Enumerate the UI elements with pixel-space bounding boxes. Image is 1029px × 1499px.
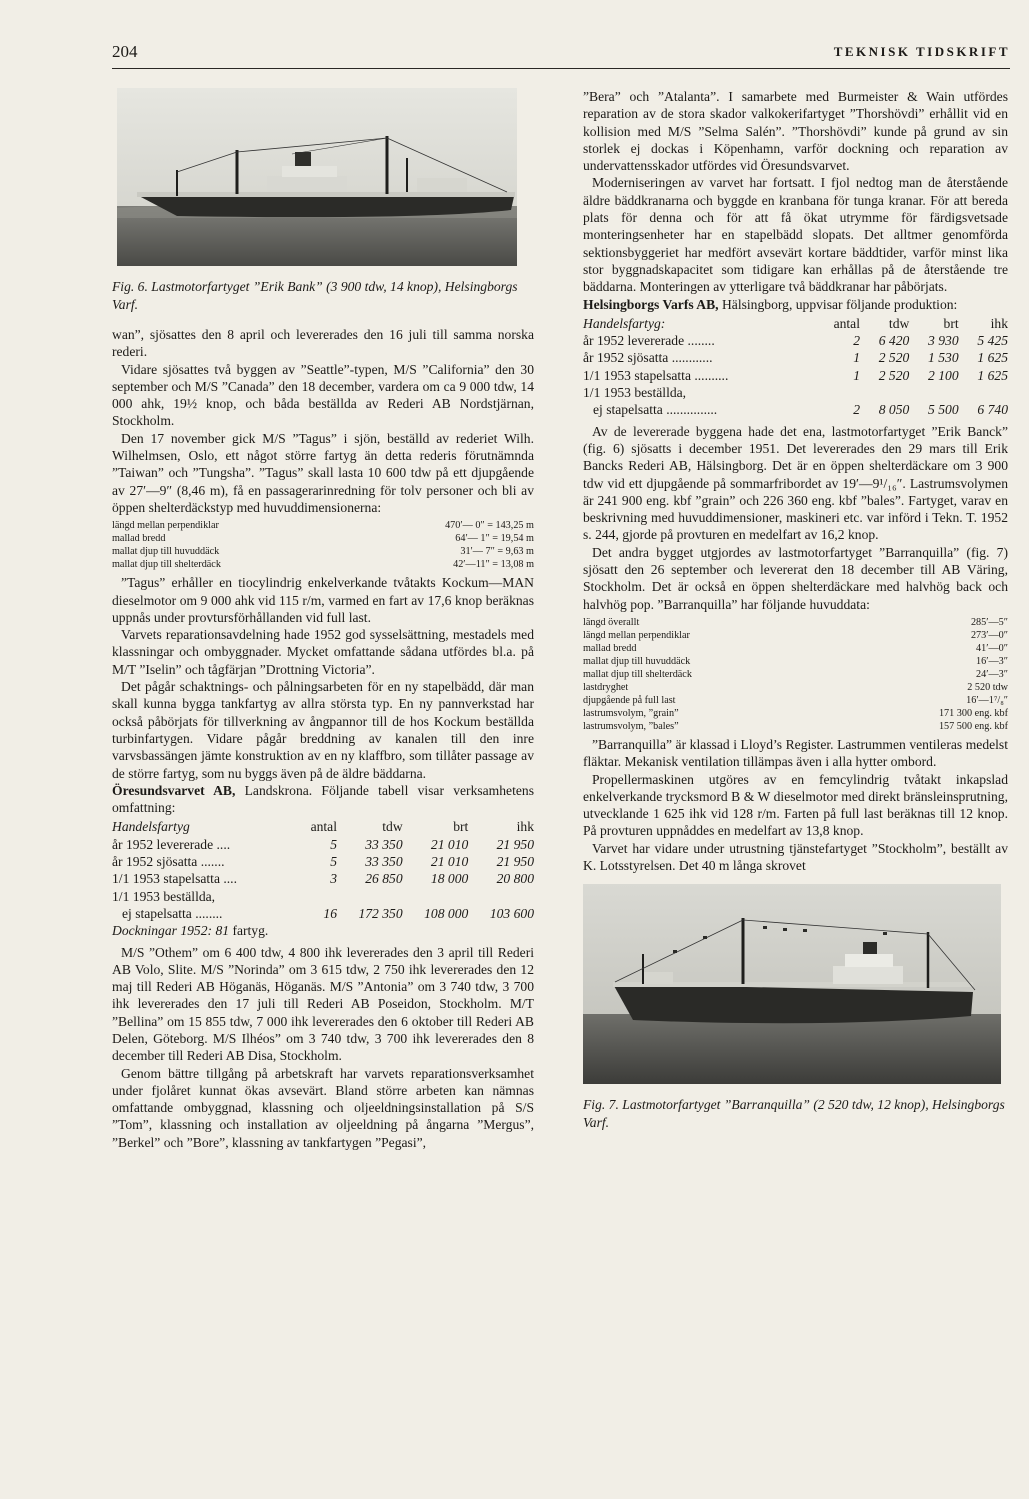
table-cell: 2 520 bbox=[878, 367, 910, 383]
col-header: antal bbox=[310, 819, 337, 835]
table-cell: 2 bbox=[853, 402, 860, 418]
dim-row bbox=[583, 655, 1008, 668]
dim-value: 64′— 1″ = 19,54 m bbox=[455, 533, 534, 545]
table-cell: 1/1 1953 beställda, bbox=[583, 385, 687, 401]
table-cell: 1 625 bbox=[977, 367, 1008, 383]
table-cell: 2 bbox=[853, 333, 860, 349]
table-cell: 1 530 bbox=[928, 350, 959, 366]
table-row bbox=[112, 836, 534, 853]
table-cell: 21 010 bbox=[430, 836, 469, 852]
col-header: tdw bbox=[888, 315, 910, 331]
left-paragraph-5: Varvets reparationsavdelning hade 1952 god sysselsättning, mestadels med klassningar och ombyggnader. Mycket omfattande sådana utfördes bl.a. på M/T ”Iselin” och tågfärjan ”Drottning Victoria”. bbox=[112, 627, 534, 677]
dim-label: lastrumsvolym, ”grain” bbox=[583, 707, 679, 719]
table-row bbox=[583, 401, 1008, 418]
tagus-dimensions-table bbox=[112, 519, 534, 571]
right-paragraph-4: Det andra bygget utgjordes av lastmotorfartyget ”Barranquilla” (fig. 7) sjösatt den 26 september och levererat den 18 december till AB Väring, Stockholm. Det är också en öppen shelterdäckare med halvhög back och halvhög pop. ”Barranquilla” har följande huvuddata: bbox=[583, 544, 1008, 612]
right-paragraph-7: Varvet har vidare under utrustning tjänstefartyget ”Stockholm”, beställt av K. Lotsstyrelsen. Det 40 m långa skrovet bbox=[583, 840, 1008, 873]
right-column bbox=[583, 88, 1008, 1144]
dim-value: 285′—5″ bbox=[970, 616, 1008, 628]
oresund-production-table bbox=[112, 818, 534, 939]
table-row bbox=[583, 384, 1008, 401]
oresund-intro-text: Landskrona. Följande tabell visar verksamhetens omfattning: bbox=[112, 782, 534, 816]
fig6-ship-photo bbox=[117, 88, 517, 266]
table-cell: 33 350 bbox=[365, 836, 403, 852]
table-cell: 2 100 bbox=[928, 367, 959, 383]
col-header: ihk bbox=[990, 315, 1008, 331]
helsingborg-production-table bbox=[583, 315, 1008, 419]
helsingborg-company-name: Helsingborgs Varfs AB, bbox=[583, 296, 719, 312]
dim-label: mallat djup till shelterdäck bbox=[583, 668, 692, 680]
table-cell: 5 425 bbox=[977, 333, 1008, 349]
page-number: 204 bbox=[112, 42, 138, 61]
table-cell: 18 000 bbox=[430, 871, 469, 887]
table-row bbox=[112, 888, 534, 905]
dim-label: lastdryghet bbox=[583, 681, 629, 693]
dim-label: mallat djup till huvuddäck bbox=[583, 655, 691, 667]
oresund-company-name: Öresundsvarvet AB, bbox=[112, 782, 236, 798]
dim-row bbox=[112, 532, 534, 545]
dim-row bbox=[112, 519, 534, 532]
table-cell: ej stapelsatta ........ bbox=[122, 905, 223, 921]
dim-row bbox=[583, 616, 1008, 629]
dim-value: 42′—11″ = 13,08 m bbox=[453, 559, 534, 571]
table-cell: 26 850 bbox=[365, 871, 403, 887]
right-paragraph-5: ”Barranquilla” är klassad i Lloyd’s Register. Lastrummen ventileras medelst fläktar. Mekanisk ventilation tillämpas även i alla hytter ombord. bbox=[583, 736, 1008, 770]
col-header: ihk bbox=[516, 819, 534, 835]
dim-row bbox=[112, 545, 534, 558]
right-paragraph-1: ”Bera” och ”Atalanta”. I samarbete med Burmeister & Wain utfördes reparation av de stora skador valkokerifartyget ”Thorshövdi” erhållit vid en kollision med M/S ”Selma Salén”. ”Thorshövdi” kunde på grund av sin storlek ej dockas i Köpenhamn, varför dockning och reparation av undervattensskador utfördes vid Öresundsvarvet. bbox=[583, 89, 1008, 174]
table-cell: 6 740 bbox=[977, 402, 1008, 418]
table-cell: 5 bbox=[330, 836, 337, 852]
left-paragraph-2: Vidare sjösattes två byggen av ”Seattle”-typen, M/S ”California” den 30 september och M/S ”Canada” den 18 december, vardera om ca 9 000 tdw, 14 000 ahk, 19½ knop, och båda beställda av Rederi AB Nordstjärnan, Stockholm. bbox=[112, 361, 534, 429]
col-header: brt bbox=[453, 819, 469, 835]
col-header: brt bbox=[943, 315, 959, 331]
journal-title: TEKNISK TIDSKRIFT bbox=[833, 44, 1010, 59]
table-cell: år 1952 sjösatta ....... bbox=[112, 854, 225, 870]
table-cell: 3 930 bbox=[928, 333, 959, 349]
dim-value: 2 520 tdw bbox=[967, 681, 1008, 693]
left-paragraph-6: Det pågår schaktnings- och pålningsarbeten för en ny stapelbädd, där man skall kunna bygga tankfartyg av allra största typ. En ny pannverkstad har också påbörjats för tillverkning av ångpannor till de hos Kockum beställda turbinfartygen. Vidare pågår breddning av kanalen till den inre varvsbassängen jämte konstruktion av en ny klaffbro, som tillåter passage av de större fartyg, som nu byggs även på de äldre bäddarna. bbox=[112, 679, 534, 781]
table-row bbox=[583, 332, 1008, 349]
table-cell: 5 500 bbox=[928, 402, 959, 418]
barranquilla-dimensions-table bbox=[583, 616, 1008, 733]
table-row bbox=[583, 367, 1008, 384]
table-cell: 21 010 bbox=[430, 854, 469, 870]
table-header-row bbox=[583, 315, 1008, 332]
table-cell: år 1952 levererade ........ bbox=[583, 333, 715, 349]
table-cell: 103 600 bbox=[489, 905, 534, 921]
left-column bbox=[112, 88, 534, 1151]
table-cell: ej stapelsatta ............... bbox=[593, 402, 718, 418]
dim-row bbox=[583, 642, 1008, 655]
col-header: antal bbox=[833, 315, 860, 331]
left-paragraph-1: wan”, sjösattes den 8 april och levererades den 16 juli till samma norska rederi. bbox=[112, 327, 534, 360]
dim-value: 16′—3″ bbox=[976, 655, 1008, 667]
table-row bbox=[112, 922, 534, 939]
dim-row bbox=[583, 668, 1008, 681]
table-row bbox=[583, 349, 1008, 366]
right-paragraph-6: Propellermaskinen utgöres av en femcylindrig tvåtakt inkapslad enkelverkande trycksmord B & W dieselmotor med direkt bränsleinsprutning, utvecklande 1 625 ihk vid 128 r/m. Farten på full last beräknas till 12 knop. På provturen uppnåddes en medelfart av 13,8 knop. bbox=[583, 771, 1008, 839]
table-cell: år 1952 levererade .... bbox=[112, 836, 231, 852]
fig7-caption: Fig. 7. Lastmotorfartyget ”Barranquilla” (2 520 tdw, 12 knop), Helsingborgs Varf. bbox=[583, 1097, 1005, 1131]
table-row bbox=[112, 905, 534, 922]
left-paragraph-4: ”Tagus” erhåller en tiocylindrig enkelverkande tvåtakts Kockum—MAN dieselmotor om 9 000 ahk vid 115 r/m, varmed en fart av 17,6 knop beräknas uppnås under provtursförhållanden vid full last. bbox=[112, 575, 534, 625]
dim-label: längd överallt bbox=[583, 616, 640, 628]
dim-value: 171 300 eng. kbf bbox=[938, 707, 1008, 719]
dim-row bbox=[583, 694, 1008, 707]
dim-value: 470′— 0″ = 143,25 m bbox=[445, 520, 534, 532]
dim-label: mallad bredd bbox=[583, 642, 637, 654]
dim-row bbox=[583, 629, 1008, 642]
table-cell: 16 bbox=[323, 905, 337, 921]
table-row bbox=[112, 870, 534, 887]
dim-row bbox=[583, 707, 1008, 720]
table-row bbox=[112, 853, 534, 870]
table-cell: 21 950 bbox=[496, 836, 534, 852]
dim-label: mallat djup till shelterdäck bbox=[112, 559, 221, 571]
fig7-ship-photo bbox=[583, 884, 1001, 1084]
right-paragraph-3: Av de levererade byggena hade det ena, lastmotorfartyget ”Erik Banck” (fig. 6) sjösatts i december 1951. Det levererades den 29 mars till Erik Bancks Rederi AB, Hälsingborg. Det är en öppen shelterdäckare om 3 900 tdw vid ett djupgående på sommarfribordet av 19′—9¹/₁₆″. Lastrumsvolymen är 241 900 eng. kbf ”grain” och 226 360 eng. kbf ”bales”. Fartyget, varav en beskrivning med huvuddimensioner, maskineri etc. var införd i Tekn. T. 1952 s. 244, gjorde på provturen en medelfart av 16,2 knop. bbox=[583, 423, 1008, 543]
table-cell: 1/1 1953 stapelsatta .......... bbox=[583, 367, 729, 383]
dim-value: 273′—0″ bbox=[970, 629, 1008, 641]
left-paragraph-8: Genom bättre tillgång på arbetskraft har varvets reparationsverksamhet under fjolåret kunnat ökas avsevärt. Bland större arbeten kan nämnas omfattande ombyggnad, klassning och oljeeldningsinstallation på S/S ”Tom”, klassning och installation av oljeeldning på ångarna ”Mergus”, ”Berkel” och ”Bore”, klassning av tankfartygen ”Pegasi”, bbox=[112, 1065, 534, 1150]
table-cell: 1 bbox=[853, 350, 860, 366]
fig6-caption: Fig. 6. Lastmotorfartyget ”Erik Bank” (3 900 tdw, 14 knop), Helsingborgs Varf. bbox=[112, 279, 518, 312]
table-cell: år 1952 sjösatta ............ bbox=[583, 350, 713, 366]
table-cell: 3 bbox=[330, 871, 337, 887]
dim-value: 157 500 eng. kbf bbox=[938, 720, 1008, 732]
table-cell: 6 420 bbox=[878, 333, 910, 349]
table-cell: 5 bbox=[330, 854, 337, 870]
dim-value: 16′—1⁷/₈″ bbox=[966, 694, 1008, 706]
col-header: Handelsfartyg: bbox=[583, 315, 666, 331]
table-cell: 33 350 bbox=[365, 854, 403, 870]
table-cell: 1/1 1953 beställda, bbox=[112, 888, 216, 904]
helsingborg-intro-text: Hälsingborg, uppvisar följande produktion: bbox=[718, 296, 958, 312]
helsingborg-intro bbox=[583, 296, 1008, 313]
col-header: Handelsfartyg bbox=[112, 819, 190, 835]
left-paragraph-7: M/S ”Othem” om 6 400 tdw, 4 800 ihk levererades den 3 april till Rederi AB Volo, Slite. M/S ”Norinda” om 3 615 tdw, 2 750 ihk levererades den 12 maj till Rederi AB Höganäs, Höganäs. M/S ”Antonia” om 3 740 tdw, 3 700 ihk levererades den 17 juli till Rederi AB Poseidon, Stockholm. M/T ”Bellina” om 15 855 tdw, 7 000 ihk levererades den 6 oktober till Rederi AB Delen, Göteborg. M/S Ilhéos” om 3 740 tdw, 3 700 ihk levererades den 8 december till Rederi AB Disa, Stockholm. bbox=[112, 944, 534, 1064]
right-paragraph-2: Moderniseringen av varvet har fortsatt. I fjol nedtog man de återstående äldre bäddkranarna och byggde en kranbana för tunga kranar. För att bereda plats för denna och för att få ökat utrymme för färdigsvetsade monteringsenheter har en stapelbädd slopats. Det alltmer genomförda sektionsbyggeriet har medfört avsevärt kortare bäddtider, varför minst lika stor byggnadskapacitet som tidigare kan erhållas på de återstående tre bäddarna. Monteringen av ytterligare två bäddkranar har påbörjats. bbox=[583, 175, 1008, 295]
dockings-note: Dockningar 1952: 81 fartyg. bbox=[112, 923, 269, 939]
table-cell: 1/1 1953 stapelsatta .... bbox=[112, 871, 237, 887]
dim-label: längd mellan perpendiklar bbox=[583, 629, 690, 641]
table-cell: 21 950 bbox=[496, 854, 534, 870]
dim-row bbox=[583, 681, 1008, 694]
dim-label: lastrumsvolym, ”bales” bbox=[583, 720, 679, 732]
table-cell: 20 800 bbox=[496, 871, 534, 887]
dim-row bbox=[583, 720, 1008, 733]
table-cell: 1 bbox=[853, 367, 860, 383]
table-cell: 1 625 bbox=[977, 350, 1008, 366]
dim-label: mallad bredd bbox=[112, 533, 166, 545]
dim-row bbox=[112, 558, 534, 571]
dim-label: längd mellan perpendiklar bbox=[112, 520, 219, 532]
dim-value: 31′— 7″ = 9,63 m bbox=[460, 546, 534, 558]
table-cell: 108 000 bbox=[424, 905, 469, 921]
col-header: tdw bbox=[382, 819, 403, 835]
dim-label: djupgående på full last bbox=[583, 694, 676, 706]
table-cell: 2 520 bbox=[878, 350, 910, 366]
page-header bbox=[112, 42, 1010, 69]
table-cell: 8 050 bbox=[878, 402, 910, 418]
table-header-row bbox=[112, 818, 534, 835]
table-cell: 172 350 bbox=[358, 905, 403, 921]
dim-value: 41′—0″ bbox=[976, 642, 1008, 654]
dim-value: 24′—3″ bbox=[976, 668, 1008, 680]
left-paragraph-3: Den 17 november gick M/S ”Tagus” i sjön, beställd av rederiet Wilh. Wilhelmsen, Oslo, ett något större fartyg än detta rederis förutnämnda ”Taiwan” och ”Tungsha”. ”Tagus” skall lasta 10 600 tdw på ett djupgående av 27′—9″ (8,46 m), få en passagerarinredning för tolv personer och bli av öppen shelterdäckstyp med huvuddimensionerna: bbox=[112, 430, 534, 515]
dim-label: mallat djup till huvuddäck bbox=[112, 546, 220, 558]
oresund-intro bbox=[112, 782, 534, 817]
